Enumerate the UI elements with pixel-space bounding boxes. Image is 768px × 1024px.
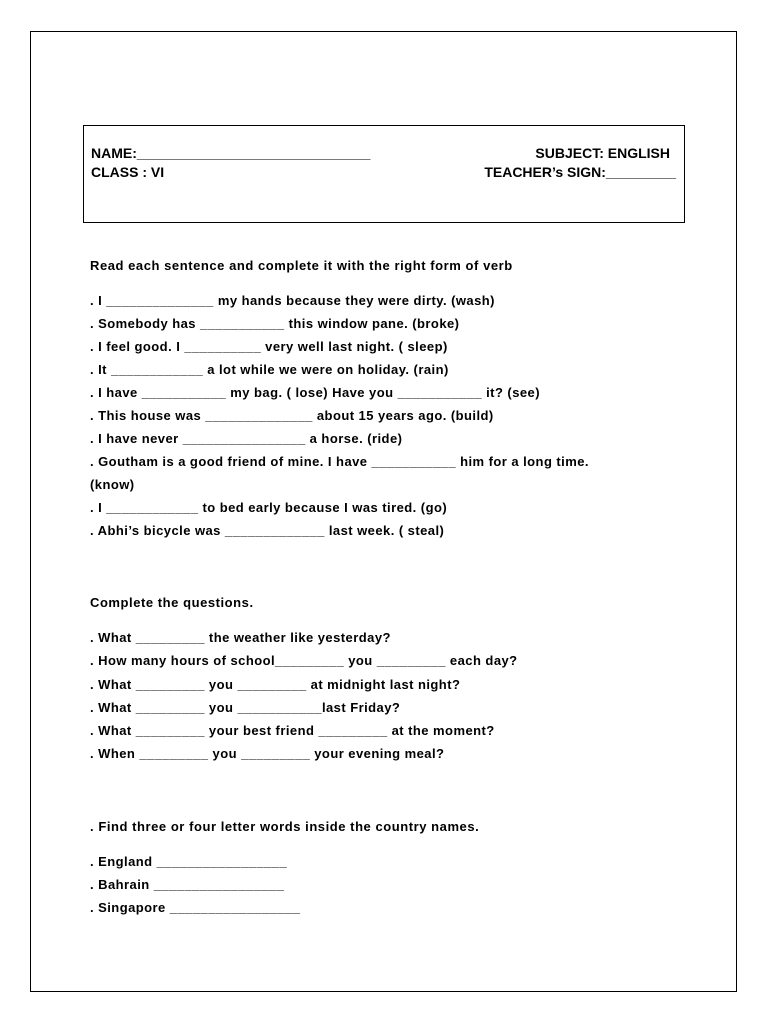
exercise-item: . I have never ________________ a horse. (ride) [90,431,403,446]
subject-label: SUBJECT: ENGLISH [535,145,670,161]
country-item: . England _________________ [90,854,288,869]
exercise-item: . This house was ______________ about 15 years ago. (build) [90,408,494,423]
question-item: . What _________ your best friend _________ at the moment? [90,723,495,738]
exercise-item: . Goutham is a good friend of mine. I have ___________ him for a long time. [90,454,589,469]
exercise-item: . I ____________ to bed early because I was tired. (go) [90,500,448,515]
exercise-item-continuation: (know) [90,477,135,492]
section2-heading: Complete the questions. [90,595,254,610]
name-field[interactable]: NAME:______________________________ [91,145,371,161]
question-item: . How many hours of school_________ you _________ each day? [90,653,518,668]
class-label: CLASS : VI [91,164,165,180]
country-item: . Bahrain _________________ [90,877,285,892]
question-item: . What _________ you ___________last Friday? [90,700,401,715]
exercise-item: . It ____________ a lot while we were on holiday. (rain) [90,362,449,377]
section3-heading: . Find three or four letter words inside the country names. [90,819,480,834]
exercise-item: . I ______________ my hands because they were dirty. (wash) [90,293,495,308]
exercise-item: . Somebody has ___________ this window pane. (broke) [90,316,460,331]
teacher-sign-field[interactable]: TEACHER’s SIGN:_________ [484,164,676,180]
question-item: . When _________ you _________ your evening meal? [90,746,445,761]
question-item: . What _________ the weather like yesterday? [90,630,391,645]
exercise-item: . I feel good. I __________ very well last night. ( sleep) [90,339,448,354]
question-item: . What _________ you _________ at midnight last night? [90,677,461,692]
section1-heading: Read each sentence and complete it with the right form of verb [90,258,513,273]
country-item: . Singapore _________________ [90,900,301,915]
exercise-item: . I have ___________ my bag. ( lose) Have you ___________ it? (see) [90,385,541,400]
exercise-item: . Abhi’s bicycle was _____________ last week. ( steal) [90,523,445,538]
